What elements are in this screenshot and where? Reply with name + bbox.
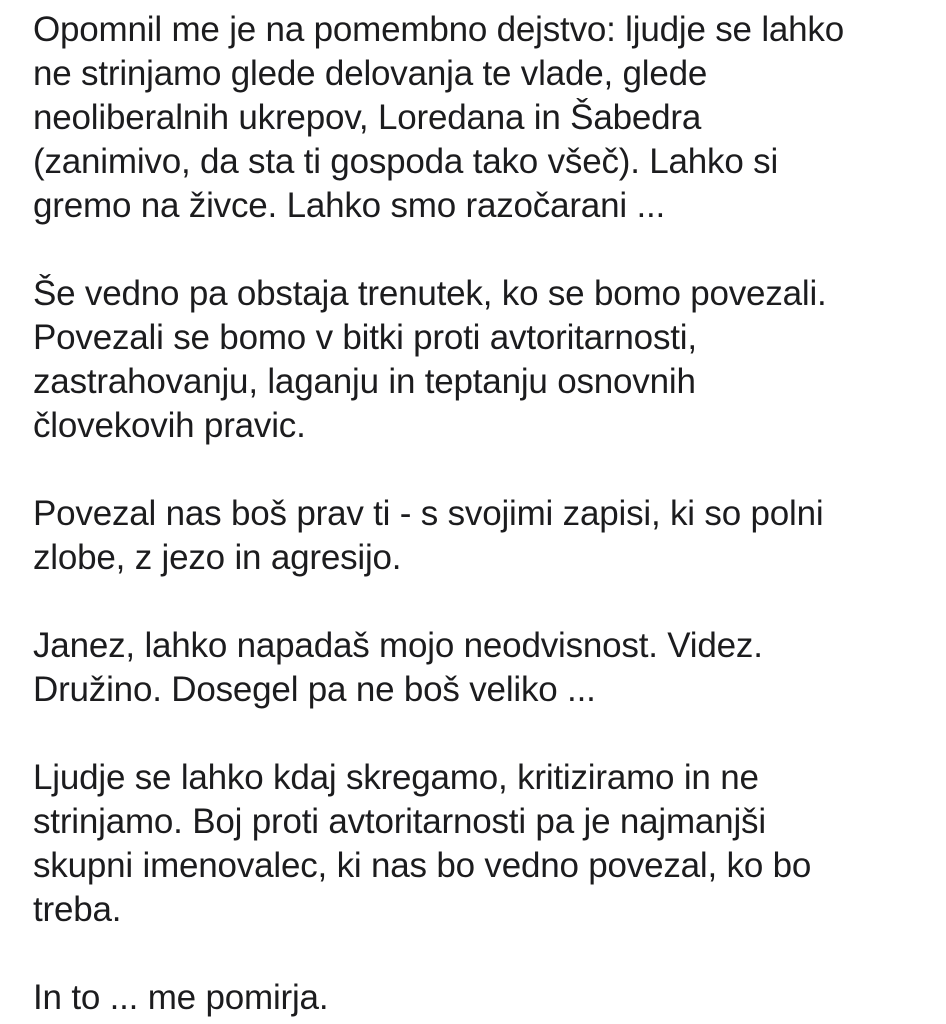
post-text-line: Povezali se bomo v bitki proti avtoritarnosti, bbox=[33, 318, 697, 357]
post-body bbox=[33, 8, 938, 1020]
post-text-line: zastrahovanju, laganju in teptanju osnovnih bbox=[33, 362, 696, 401]
post-text-line: Ljudje se lahko kdaj skregamo, kritiziramo in ne bbox=[33, 758, 759, 797]
post-paragraph-6 bbox=[33, 976, 938, 1020]
post-text-line: Opomnil me je na pomembno dejstvo: ljudje se lahko bbox=[33, 10, 844, 49]
post-paragraph-3 bbox=[33, 492, 938, 580]
post-paragraph-2 bbox=[33, 272, 938, 448]
post-text-line: Družino. Dosegel pa ne boš veliko ... bbox=[33, 670, 596, 709]
post-paragraph-1 bbox=[33, 8, 938, 228]
post-text-line: In to ... me pomirja. bbox=[33, 978, 329, 1017]
post-paragraph-5 bbox=[33, 756, 938, 932]
post-text-line: strinjamo. Boj proti avtoritarnosti pa je najmanjši bbox=[33, 802, 766, 841]
post-text-line: ne strinjamo glede delovanja te vlade, glede bbox=[33, 54, 708, 93]
post-text-line: skupni imenovalec, ki nas bo vedno povezal, ko bo bbox=[33, 846, 812, 885]
post-text-line: Povezal nas boš prav ti - s svojimi zapisi, ki so polni bbox=[33, 494, 824, 533]
post-paragraph-4 bbox=[33, 624, 938, 712]
post-text-line: gremo na živce. Lahko smo razočarani ... bbox=[33, 186, 666, 225]
post-text-line: Janez, lahko napadaš mojo neodvisnost. Videz. bbox=[33, 626, 763, 665]
post-text-line: treba. bbox=[33, 890, 122, 929]
post-text-line: neoliberalnih ukrepov, Loredana in Šabedra bbox=[33, 98, 702, 137]
post-text-line: (zanimivo, da sta ti gospoda tako všeč). Lahko si bbox=[33, 142, 779, 181]
post-text-line: zlobe, z jezo in agresijo. bbox=[33, 538, 402, 577]
post-text-line: Še vedno pa obstaja trenutek, ko se bomo povezali. bbox=[33, 274, 827, 313]
post-text-line: človekovih pravic. bbox=[33, 406, 306, 445]
